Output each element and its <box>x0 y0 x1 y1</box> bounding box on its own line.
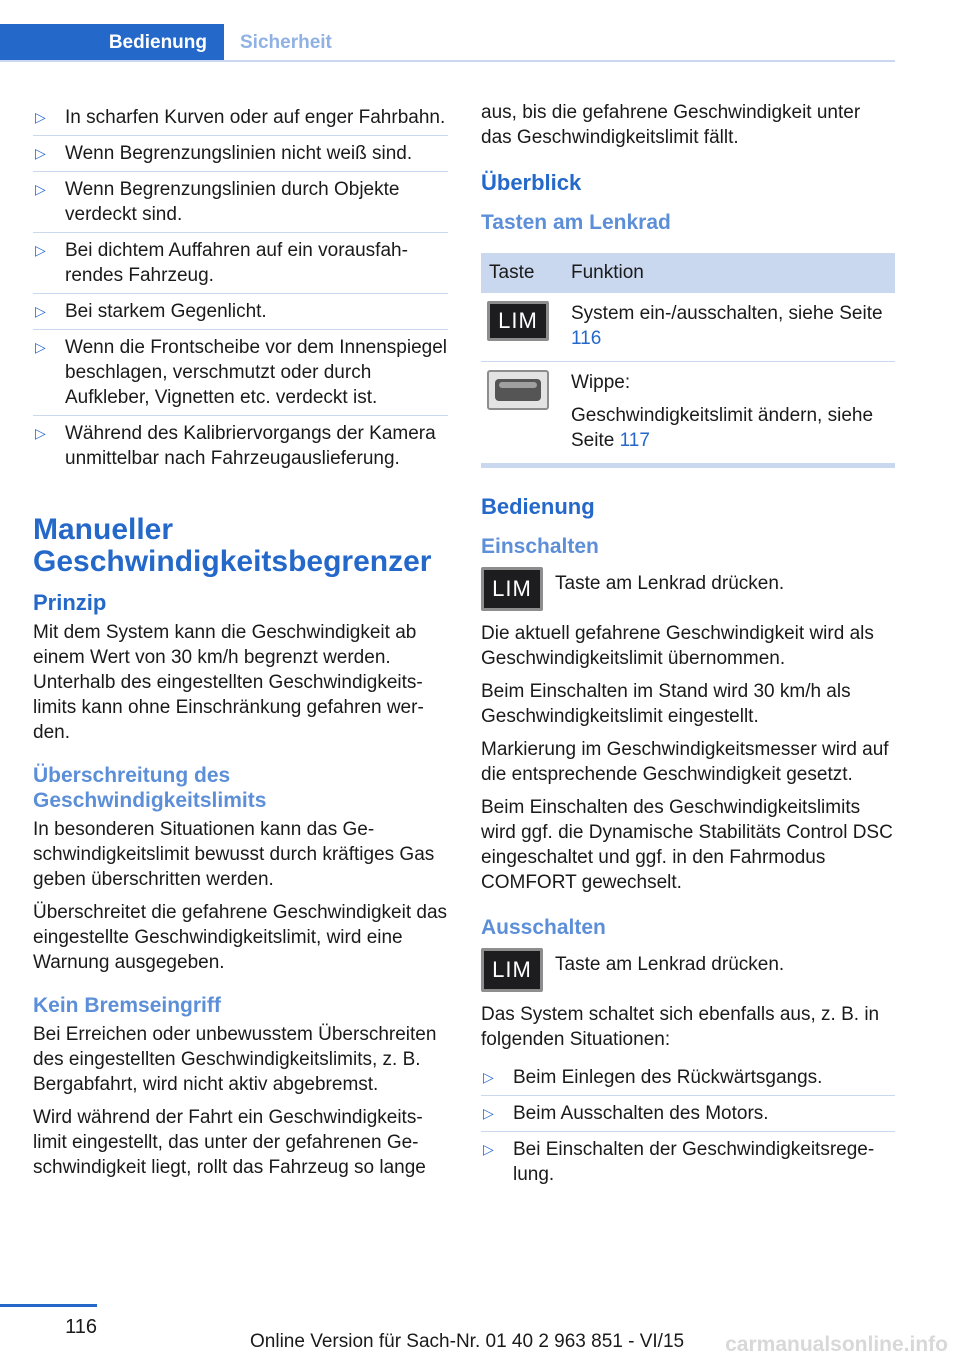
list-item: ▷ Wenn Begrenzungslinien nicht weiß sind. <box>33 136 448 172</box>
continued-text: aus, bis die gefahrene Geschwindigkeit unter das Geschwindigkeitslimit fällt. <box>481 102 861 148</box>
triangle-bullet-icon: ▷ <box>35 339 46 355</box>
tasten-heading: Tasten am Lenkrad <box>481 211 671 234</box>
ueberblick-heading: Überblick <box>481 170 582 195</box>
lim-button-icon: LIM <box>481 948 543 992</box>
online-version-note: Online Version für Sach-Nr. 01 40 2 963 851 - VI/15 <box>250 1331 685 1352</box>
ausschalten-key-line: LIM Taste am Lenkrad drücken. <box>481 948 895 992</box>
tab-bedienung[interactable]: Bedienung <box>0 24 224 62</box>
page-link-117[interactable]: 117 <box>619 430 650 451</box>
bremseingriff-text-1: Bei Erreichen oder unbewusstem Überschreiten des eingestellten Geschwindigkeitslimits, z. B. Bergabfahrt, wird nicht aktiv abgebremst. <box>33 1024 437 1095</box>
lim-button-icon: LIM <box>487 301 549 341</box>
ausschalten-list <box>481 1060 895 1192</box>
list-item: ▷ Bei Einschalten der Geschwindigkeitsregelung. <box>483 1139 875 1185</box>
ausschalten-text: Das System schaltet sich ebenfalls aus, z. B. in folgenden Situationen: <box>481 1004 880 1050</box>
rocker-switch-icon <box>487 370 549 410</box>
triangle-bullet-icon: ▷ <box>483 1141 494 1157</box>
list-item: ▷ Bei dichtem Auffahren auf ein vorausfahrendes Fahrzeug. <box>33 233 448 294</box>
lim-button-icon: LIM <box>481 567 543 611</box>
triangle-bullet-icon: ▷ <box>483 1105 494 1121</box>
ueberschreitung-text-1: In besonderen Situationen kann das Geschwindigkeitslimit bewusst durch kräftiges Gas geben überschritten werden. <box>33 819 435 890</box>
triangle-bullet-icon: ▷ <box>483 1069 494 1085</box>
triangle-bullet-icon: ▷ <box>35 145 46 161</box>
ausschalten-heading: Ausschalten <box>481 916 606 939</box>
left-column <box>33 100 448 1188</box>
einschalten-key-line: LIM Taste am Lenkrad drücken. <box>481 567 895 611</box>
header-rule <box>0 60 895 62</box>
list-item: ▷ Wenn die Frontscheibe vor dem Innenspiegel beschlagen, verschmutzt oder durch Aufkleber, Vignetten etc. verdeckt ist. <box>33 330 448 416</box>
table-row: Wippe: Geschwindigkeitslimit ändern, siehe Seite 117 <box>481 362 895 466</box>
triangle-bullet-icon: ▷ <box>35 425 46 441</box>
list-item: ▷ In scharfen Kurven oder auf enger Fahrbahn. <box>33 100 448 136</box>
triangle-bullet-icon: ▷ <box>35 109 46 125</box>
einschalten-heading: Einschalten <box>481 535 599 558</box>
bremseingriff-heading: Kein Bremseingriff <box>33 994 221 1017</box>
table-row: LIM System ein-/ausschalten, siehe Seite 116 <box>481 293 895 362</box>
list-item: ▷ Während des Kalibriervorgangs der Kamera unmittelbar nach Fahrzeugauslieferung. <box>35 423 436 469</box>
page-link-116[interactable]: 116 <box>571 328 602 349</box>
section-title: Manueller Geschwindigkeitsbegrenzer <box>33 513 432 578</box>
triangle-bullet-icon: ▷ <box>35 181 46 197</box>
bremseingriff-text-2: Wird während der Fahrt ein Geschwindigkeitslimit eingestellt, das unter der gefahrenen Geschwindigkeit liegt, rollt das Fahrzeug so lange <box>33 1107 426 1178</box>
triangle-bullet-icon: ▷ <box>35 303 46 319</box>
prinzip-heading: Prinzip <box>33 590 107 615</box>
tab-sicherheit[interactable]: Sicherheit <box>240 32 332 53</box>
keys-table <box>481 253 895 468</box>
einschalten-text-3: Markierung im Geschwindigkeitsmesser wird auf die entsprechende Geschwindigkeit gesetzt. <box>481 739 889 785</box>
header-tabs <box>0 24 895 62</box>
table-header-row <box>481 253 895 293</box>
bedienung-heading: Bedienung <box>481 494 595 519</box>
einschalten-text-1: Die aktuell gefahrene Geschwindigkeit wird als Geschwindigkeitslimit übernommen. <box>481 623 874 669</box>
list-item: ▷ Beim Einlegen des Rückwärtsgangs. <box>481 1060 895 1096</box>
prinzip-text: Mit dem System kann die Geschwindigkeit ab einem Wert von 30 km/h begrenzt werden. Unterhalb des eingestellten Geschwindigkeitslimits kann ohne Einschränkung gefahren werden. <box>33 622 424 743</box>
einschalten-text-4: Beim Einschalten des Geschwindigkeitslimits wird ggf. die Dynamische Stabilitäts Control DSC eingeschaltet und ggf. in den Fahrmodus COMFORT gewechselt. <box>481 797 893 893</box>
table-header-key: Taste <box>481 253 563 293</box>
page-number: 116 <box>65 1316 97 1338</box>
watermark: carmanualsonline.info <box>725 1333 948 1356</box>
ueberschreitung-text-2: Überschreitet die gefahrene Geschwindigkeit das eingestellte Geschwindigkeitslimit, wird eine Warnung ausgegeben. <box>33 902 448 973</box>
einschalten-text-2: Beim Einschalten im Stand wird 30 km/h als Geschwindigkeitslimit eingestellt. <box>481 681 851 727</box>
limitations-list <box>33 100 448 476</box>
footer-rule <box>0 1304 97 1307</box>
list-item: ▷ Beim Ausschalten des Motors. <box>481 1096 895 1132</box>
list-item: ▷ Wenn Begrenzungslinien durch Objekte verdeckt sind. <box>33 172 448 233</box>
list-item: ▷ Bei starkem Gegenlicht. <box>33 294 448 330</box>
right-column <box>481 100 895 1192</box>
ueberschreitung-heading: Überschreitung des Geschwindigkeitslimits <box>33 764 267 812</box>
triangle-bullet-icon: ▷ <box>35 242 46 258</box>
table-header-function: Funktion <box>563 253 895 293</box>
